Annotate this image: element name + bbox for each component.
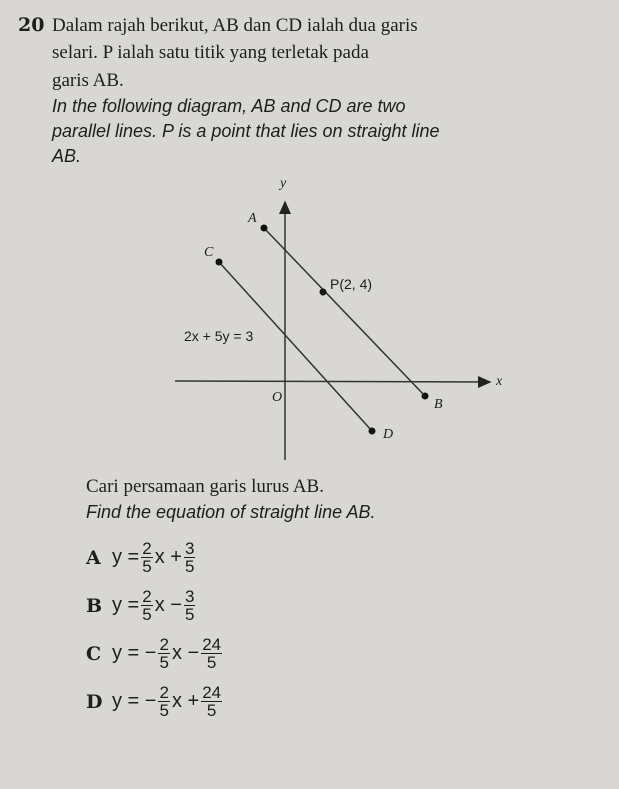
option-mid: x + xyxy=(171,690,200,712)
option-b[interactable] xyxy=(86,588,197,623)
point-d-dot xyxy=(369,428,376,435)
line-ab xyxy=(264,228,425,396)
option-prefix: y = xyxy=(112,594,140,616)
origin-label: O xyxy=(272,390,283,405)
point-d-label: D xyxy=(383,427,394,442)
point-a-dot xyxy=(261,225,268,232)
y-axis-label: y xyxy=(280,176,287,191)
slope-fraction: $\frac{2}{5}$ xyxy=(159,683,169,720)
question-text-english-1: In the following diagram, AB and CD are two xyxy=(52,96,406,116)
option-prefix: y = xyxy=(112,546,140,568)
intercept-fraction: $\frac{3}{5}$ xyxy=(184,539,195,576)
point-b-dot xyxy=(422,393,429,400)
question-text-malay-1: Dalam rajah berikut, AB dan CD ialah dua garis xyxy=(52,15,418,36)
option-d[interactable] xyxy=(86,684,224,719)
point-c-label: C xyxy=(204,245,214,260)
option-mid: x − xyxy=(154,594,182,616)
x-axis xyxy=(175,381,490,382)
option-mid: x − xyxy=(171,642,200,664)
option-letter: A xyxy=(86,546,101,569)
slope-fraction: $\frac{2}{5}$ xyxy=(159,635,169,672)
option-letter: D xyxy=(86,690,103,713)
option-prefix: y = − xyxy=(112,690,157,712)
x-axis-label: x xyxy=(496,374,503,389)
slope-fraction: $\frac{2}{5}$ xyxy=(142,587,152,624)
intercept-fraction: $\frac{24}{5}$ xyxy=(202,635,222,672)
question-text-english-3: AB. xyxy=(52,146,82,166)
option-mid: x + xyxy=(154,546,182,568)
intercept-fraction: $\frac{3}{5}$ xyxy=(184,587,195,624)
option-c[interactable] xyxy=(86,636,224,671)
point-a-label: A xyxy=(248,211,257,226)
intercept-fraction: $\frac{24}{5}$ xyxy=(202,683,222,720)
question-text-malay-2: selari. P ialah satu titik yang terletak pada xyxy=(52,42,369,63)
question-text-malay-3: garis AB. xyxy=(52,70,124,91)
point-p-label: P(2, 4) xyxy=(330,276,373,292)
option-letter: C xyxy=(86,642,102,665)
question-number: 20 xyxy=(18,14,45,36)
point-b-label: B xyxy=(434,397,443,412)
line-cd-equation: 2x + 5y = 3 xyxy=(184,328,254,344)
question-text-english-2: parallel lines. P is a point that lies on straight line xyxy=(52,121,440,141)
point-p-dot xyxy=(320,289,327,296)
instruction-english: Find the equation of straight line AB. xyxy=(86,502,376,522)
option-prefix: y = − xyxy=(112,642,157,664)
point-c-dot xyxy=(216,259,223,266)
option-letter: B xyxy=(86,594,103,617)
option-a[interactable] xyxy=(86,540,197,575)
instruction-malay: Cari persamaan garis lurus AB. xyxy=(86,476,324,497)
slope-fraction: $\frac{2}{5}$ xyxy=(142,539,152,576)
